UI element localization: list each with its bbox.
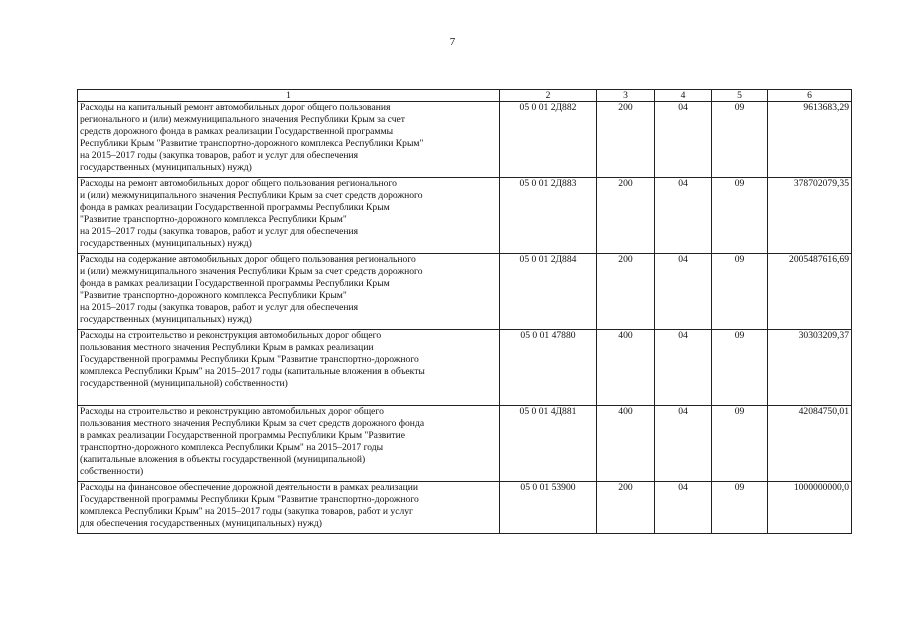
- section: 04: [655, 178, 712, 254]
- budget-table: [77, 89, 852, 534]
- budget-code: 05 0 01 2Д884: [500, 254, 597, 330]
- subsection: 09: [712, 330, 768, 406]
- amount: 42084750,01: [768, 406, 852, 482]
- subsection: 09: [712, 482, 768, 534]
- table-row: [78, 406, 852, 482]
- header-col-5: 5: [712, 90, 768, 102]
- table-row: [78, 482, 852, 534]
- budget-code: 05 0 01 2Д883: [500, 178, 597, 254]
- amount: 9613683,29: [768, 102, 852, 178]
- header-row: [78, 90, 852, 102]
- expense-type: 400: [597, 406, 655, 482]
- budget-code: 05 0 01 4Д881: [500, 406, 597, 482]
- table-row: [78, 330, 852, 406]
- budget-code: 05 0 01 53900: [500, 482, 597, 534]
- section: 04: [655, 406, 712, 482]
- expense-description: Расходы на финансовое обеспечение дорожной деятельности в рамках реализации Государственной программы Республики Крым "Развитие транспортно-дорожного комплекса Республики Крым" на 2015–2017 годы (закупка товаров, работ и услуг для обеспечения государственных (муниципальных) нужд): [78, 482, 500, 534]
- expense-type: 200: [597, 482, 655, 534]
- budget-code: 05 0 01 47880: [500, 330, 597, 406]
- section: 04: [655, 102, 712, 178]
- header-col-1: 1: [78, 90, 500, 102]
- expense-description: Расходы на капитальный ремонт автомобильных дорог общего пользования регионального и (или) межмуниципального значения Республики Крым за счет средств дорожного фонда в рамках реализации Государственной программы Республики Крым "Развитие транспортно-дорожного комплекса Республики Крым" на 2015–2017 годы (закупка товаров, работ и услуг для обеспечения государственных (муниципальных) нужд): [78, 102, 500, 178]
- expense-type: 200: [597, 102, 655, 178]
- subsection: 09: [712, 254, 768, 330]
- subsection: 09: [712, 406, 768, 482]
- budget-code: 05 0 01 2Д882: [500, 102, 597, 178]
- expense-description: Расходы на ремонт автомобильных дорог общего пользования регионального и (или) межмуниципального значения Республики Крым за счет средств дорожного фонда в рамках реализации Государственной программы Республики Крым "Развитие транспортно-дорожного комплекса Республики Крым" на 2015–2017 годы (закупка товаров, работ и услуг для обеспечения государственных (муниципальных) нужд): [78, 178, 500, 254]
- table-row: [78, 178, 852, 254]
- expense-description: Расходы на строительство и реконструкцию автомобильных дорог общего пользования местного значения Республики Крым за счет средств дорожного фонда в рамках реализации Государственной программы Республики Крым "Развитие транспортно-дорожного комплекса Республики Крым" на 2015–2017 годы (капитальные вложения в объекты государственной (муниципальной) собственности): [78, 406, 500, 482]
- expense-type: 200: [597, 254, 655, 330]
- header-col-3: 3: [597, 90, 655, 102]
- amount: 1000000000,0: [768, 482, 852, 534]
- section: 04: [655, 254, 712, 330]
- header-col-6: 6: [768, 90, 852, 102]
- amount: 2005487616,69: [768, 254, 852, 330]
- expense-type: 400: [597, 330, 655, 406]
- table-row: [78, 254, 852, 330]
- section: 04: [655, 482, 712, 534]
- amount: 378702079,35: [768, 178, 852, 254]
- expense-type: 200: [597, 178, 655, 254]
- header-col-2: 2: [500, 90, 597, 102]
- page-number: 7: [449, 36, 456, 48]
- subsection: 09: [712, 178, 768, 254]
- section: 04: [655, 330, 712, 406]
- subsection: 09: [712, 102, 768, 178]
- expense-description: Расходы на содержание автомобильных дорог общего пользования регионального и (или) межмуниципального значения Республики Крым за счет средств дорожного фонда в рамках реализации Государственной программы Республики Крым "Развитие транспортно-дорожного комплекса Республики Крым" на 2015–2017 годы (закупка товаров, работ и услуг для обеспечения государственных (муниципальных) нужд): [78, 254, 500, 330]
- amount: 30303209,37: [768, 330, 852, 406]
- header-col-4: 4: [655, 90, 712, 102]
- expense-description: Расходы на строительство и реконструкция автомобильных дорог общего пользования местного значения Республики Крым в рамках реализации Государственной программы Республики Крым "Развитие транспортно-дорожного комплекса Республики Крым" на 2015–2017 годы (капитальные вложения в объекты государственной (муниципальной) собственности): [78, 330, 500, 406]
- table-row: [78, 102, 852, 178]
